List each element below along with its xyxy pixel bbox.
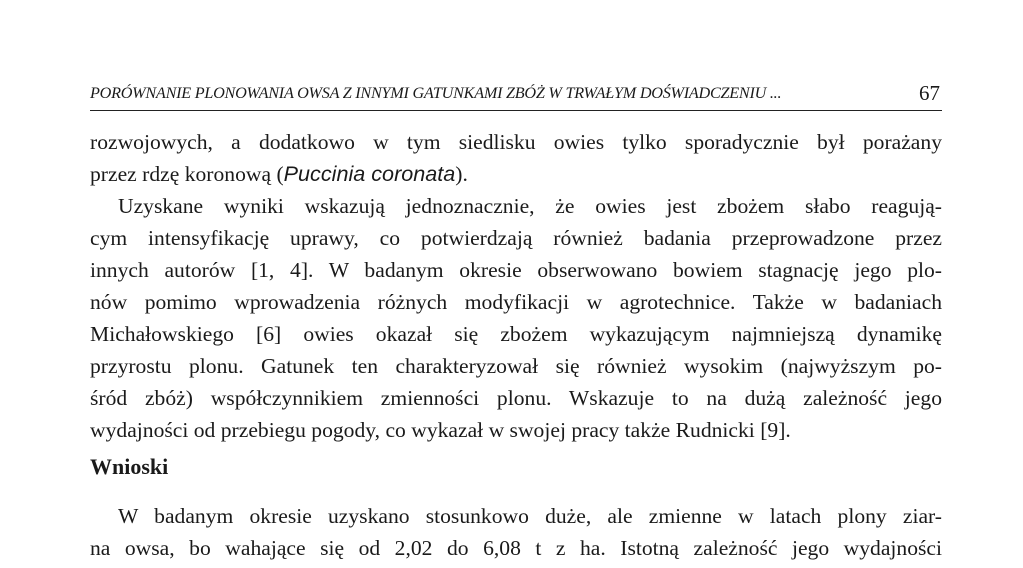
paragraph-results: [90, 190, 942, 446]
text-line: Michałowskiego [6] owies okazał się zbożem wykazującym najmniejszą dynamikę: [90, 322, 942, 346]
text-line: rozwojowych, a dodatkowo w tym siedlisku owies tylko sporadycznie był porażany: [90, 130, 942, 154]
text-line: innych autorów [1, 4]. W badanym okresie obserwowano bowiem stagnację jego plo-: [90, 258, 942, 282]
paragraph-continuation: [90, 126, 942, 190]
text-line: cym intensyfikację uprawy, co potwierdzają również badania przeprowadzone przez: [90, 226, 942, 250]
running-header-title: PORÓWNANIE PLONOWANIA OWSA Z INNYMI GATUNKAMI ZBÓŻ W TRWAŁYM DOŚWIADCZENIU ...: [90, 84, 782, 102]
text-line: [90, 158, 942, 190]
text-fragment: przez rdzę koronową (: [90, 162, 284, 186]
text-fragment: ).: [455, 162, 468, 186]
text-line: W badanym okresie uzyskano stosunkowo duże, ale zmienne w latach plony ziar-: [118, 504, 942, 528]
text-line: śród zbóż) współczynnikiem zmienności plonu. Wskazuje to na dużą zależność jego: [90, 386, 942, 410]
text-line: Uzyskane wyniki wskazują jednoznacznie, że owies jest zbożem słabo reagują-: [118, 194, 942, 218]
section-heading: Wnioski: [90, 454, 169, 479]
paragraph-conclusions: [90, 500, 942, 564]
species-name: Puccinia coronata: [283, 161, 456, 186]
text-line: na owsa, bo wahające się od 2,02 do 6,08 t z ha. Istotną zależność jego wydajności: [90, 536, 942, 560]
page-number: 67: [919, 81, 940, 105]
text-line: nów pomimo wprowadzenia różnych modyfikacji w agrotechnice. Także w badaniach: [90, 290, 942, 314]
text-line: przyrostu plonu. Gatunek ten charakteryzował się również wysokim (najwyższym po-: [90, 354, 942, 378]
text-line: wydajności od przebiegu pogody, co wykazał w swojej pracy także Rudnicki [9].: [90, 418, 791, 442]
running-header: [90, 81, 942, 111]
